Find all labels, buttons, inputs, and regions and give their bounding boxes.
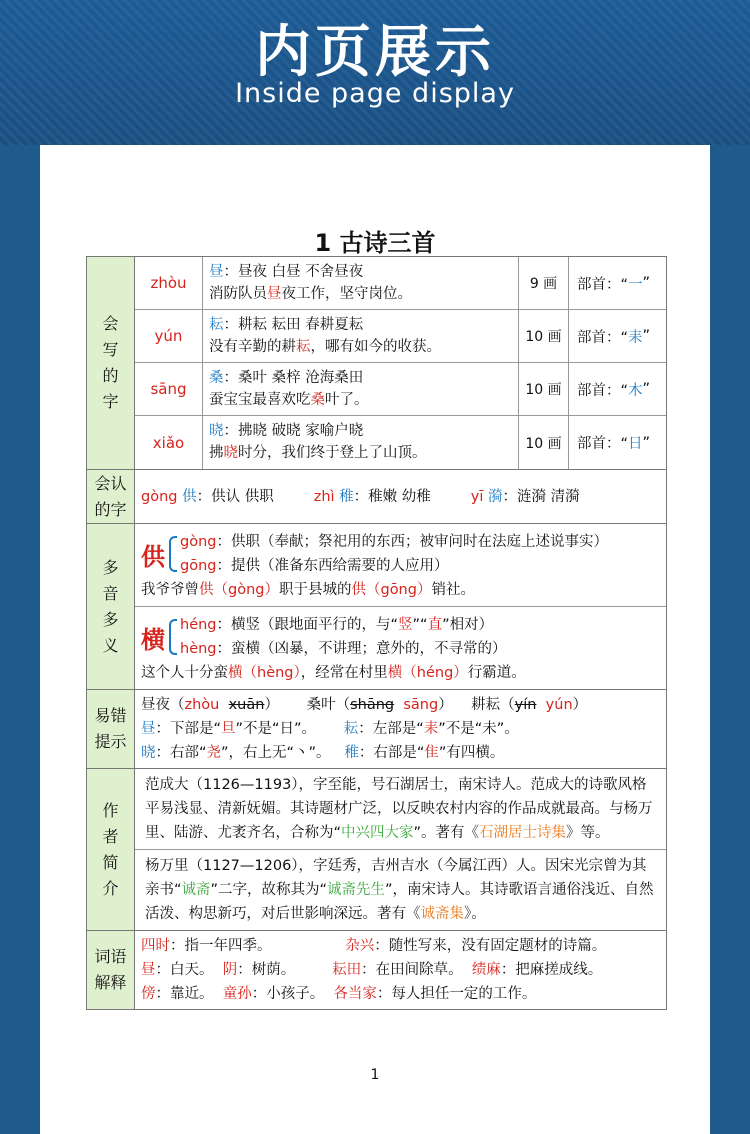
- radical: [569, 363, 666, 415]
- sentence-highlight: 供（gōng）: [351, 582, 432, 598]
- reading-highlight: 直: [427, 617, 443, 633]
- target-char: 耘: [209, 317, 224, 333]
- label-author: [87, 769, 135, 930]
- mistake-line: [135, 693, 666, 717]
- target-char: 桑: [209, 370, 224, 386]
- text-segment: ）: [264, 697, 307, 713]
- stroke-count: 10 画: [519, 310, 569, 362]
- words-body: [135, 931, 666, 1009]
- text-segment: ：把麻搓成线。: [500, 962, 603, 978]
- label-char: 简: [102, 852, 119, 872]
- quote-end: ”: [642, 434, 651, 451]
- label-write: [87, 257, 135, 469]
- text-segment: 石湖居士诗集: [479, 825, 567, 841]
- stroke-count: 10 画: [519, 416, 569, 469]
- poly-readings: [180, 530, 608, 578]
- word-line: [135, 982, 666, 1006]
- label-polyphonic: [87, 524, 135, 689]
- author-body: [135, 769, 666, 930]
- text-segment: ：树荫。: [237, 962, 333, 978]
- text-segment: ：指一年四季。: [170, 938, 346, 954]
- text-segment: 隹: [424, 745, 439, 761]
- sentence-part: 夜工作，坚守岗位。: [281, 286, 412, 302]
- quote-end: ”: [642, 275, 651, 291]
- text-segment: ：靠近。: [155, 986, 223, 1002]
- text-segment: 阴: [222, 962, 238, 978]
- text-segment: 昼: [141, 962, 156, 978]
- poly-head: [135, 530, 666, 578]
- sentence-highlight: 横（hèng）: [228, 665, 301, 681]
- label-char: 会: [102, 314, 119, 333]
- write-row: [135, 257, 666, 310]
- sentence-highlight: 供（gòng）: [199, 582, 279, 598]
- label-char: 写: [102, 340, 119, 359]
- text-segment: yín: [514, 697, 537, 713]
- radical-label: 部首：“: [577, 329, 629, 346]
- text-segment: 尧: [206, 745, 222, 761]
- word-examples: [203, 310, 519, 362]
- poly-entry: [135, 607, 666, 689]
- word-examples: [203, 416, 519, 469]
- pinyin: zhòu: [135, 257, 203, 309]
- text-segment: 诚斋: [181, 882, 211, 898]
- text-segment: yún: [545, 697, 573, 713]
- section-words: [87, 931, 666, 1009]
- header-banner: [0, 0, 750, 145]
- write-row: [135, 363, 666, 416]
- reading-pinyin: gòng: [180, 534, 217, 550]
- poly-readings: [180, 613, 507, 661]
- author-paragraph: [135, 769, 666, 850]
- sentence-part: 行霸道。: [467, 665, 526, 681]
- radical-value: 耒: [628, 329, 643, 346]
- radical-value: 一: [628, 276, 643, 293]
- page-number: 1: [370, 1067, 380, 1083]
- text-segment: [394, 697, 403, 713]
- text-segment: ）: [572, 697, 588, 713]
- section-write-chars: [87, 257, 666, 470]
- colon: ：: [223, 370, 238, 386]
- sentence-part: 消防队员: [209, 286, 267, 302]
- word-line: [135, 958, 666, 982]
- text-segment: ：白天。: [155, 962, 223, 978]
- quote-end: ”: [642, 381, 651, 397]
- brace-icon: [169, 536, 177, 572]
- label-char: 的: [102, 366, 119, 385]
- reading-pinyin: hèng: [180, 641, 217, 657]
- mistake-line: [135, 717, 666, 741]
- text-segment: 耒: [423, 721, 439, 737]
- section-authors: [87, 769, 666, 931]
- radical: [569, 257, 666, 309]
- label-char: 多: [102, 609, 119, 629]
- reading-text: ：供职（奉献；祭祀用的东西；被审问时在法庭上述说事实）: [216, 534, 608, 550]
- target-char: 晓: [209, 423, 224, 439]
- section-recognize-chars: [87, 470, 666, 524]
- text-segment: 诚斋集: [420, 906, 464, 922]
- text-segment: 耘: [343, 721, 359, 737]
- poly-char: 横: [141, 625, 165, 654]
- pinyin: sāng: [135, 363, 203, 415]
- recog-char: 稚: [339, 488, 354, 505]
- text-segment: xuān: [228, 697, 265, 713]
- radical-label: 部首：“: [577, 382, 629, 399]
- stroke-count: 9 画: [519, 257, 569, 309]
- polyphonic-body: [135, 524, 666, 689]
- radical-value: 木: [628, 382, 643, 399]
- pinyin: xiǎo: [135, 416, 203, 469]
- text-segment: shāng: [350, 697, 395, 713]
- reading-pinyin: héng: [180, 617, 217, 633]
- section-mistakes: [87, 690, 666, 769]
- sentence-part: ，经常在村里: [300, 665, 388, 681]
- radical-value: 日: [628, 436, 643, 452]
- text-segment: ） 耕耘（: [438, 697, 515, 713]
- sentence-part: 拂: [209, 445, 224, 461]
- sentence-part: ，哪有如今的收获。: [310, 339, 441, 355]
- sentence-highlight: 耘: [296, 339, 311, 355]
- text-segment: 傍: [141, 986, 156, 1002]
- colon: ：: [223, 264, 238, 280]
- text-segment: ：左部是“: [358, 721, 424, 737]
- text-segment: ”二字，故称其为“: [210, 882, 328, 898]
- sentence-highlight: 横（héng）: [387, 665, 468, 681]
- reading-text: ：提供（准备东西给需要的人应用）: [216, 558, 449, 574]
- radical: [569, 416, 666, 469]
- word-line: [135, 934, 666, 958]
- target-char: 昼: [209, 264, 224, 280]
- radical: [569, 310, 666, 362]
- reading-highlight: 竖: [398, 617, 413, 633]
- pinyin: yún: [135, 310, 203, 362]
- text-segment: 昼夜（: [141, 697, 185, 713]
- recog-words: ：供认 供职: [196, 488, 274, 505]
- label-words: [87, 931, 135, 1009]
- label-char: 作: [102, 800, 119, 820]
- text-segment: 绩麻: [471, 962, 501, 978]
- poly-entry: [135, 524, 666, 607]
- word-examples: [203, 363, 519, 415]
- text-segment: ”，南宋诗人。其诗歌语言通俗浅近、自然活泼、构思新巧，对后世影响深远。著有《: [145, 882, 654, 922]
- text-segment: ”，右上无“丶”。: [221, 745, 345, 761]
- recognize-line: [135, 485, 580, 509]
- text-segment: ：在田间除草。: [361, 962, 472, 978]
- text-segment: ”不是“未”。: [438, 721, 519, 737]
- text-segment: 》等。: [566, 825, 610, 841]
- reading-text: ：蛮横（凶暴，不讲理；意外的，不寻常的）: [216, 641, 507, 657]
- text-segment: 诚斋先生: [327, 882, 386, 898]
- pinyin: zhì: [313, 488, 335, 505]
- sentence-part: 职于县城的: [278, 582, 352, 598]
- text-segment: 各当家: [333, 986, 377, 1002]
- label-char: 者: [102, 826, 119, 846]
- label-char: 字: [102, 392, 119, 411]
- text-segment: 晓: [141, 745, 156, 761]
- poly-head: [135, 613, 666, 661]
- label-line: 提示: [94, 732, 127, 751]
- text-segment: ：右部是“: [358, 745, 425, 761]
- sentence-part: 蚕宝宝最喜欢吃: [209, 392, 311, 408]
- pinyin: gòng: [141, 488, 178, 505]
- label-recognize: [87, 470, 135, 523]
- stroke-count: 10 画: [519, 363, 569, 415]
- text-segment: ：每人担任一定的工作。: [376, 986, 537, 1002]
- text-segment: 中兴四大家: [341, 825, 414, 841]
- text-segment: ”不是“日”。: [235, 721, 344, 737]
- text-segment: 四时: [141, 938, 170, 954]
- sentence-part: 我爷爷曾: [141, 582, 199, 598]
- sentence-highlight: 晓: [223, 445, 238, 461]
- pinyin: yī: [470, 488, 484, 505]
- radical-label: 部首：“: [577, 436, 629, 452]
- write-row: [135, 310, 666, 363]
- text-segment: 童孙: [222, 986, 252, 1002]
- recog-words: ：涟漪 清漪: [502, 488, 580, 505]
- reading-text: ：横竖（跟地面平行的，与“: [216, 617, 399, 633]
- label-mistake: [87, 690, 135, 768]
- sentence-part: 时分，我们终于登上了山顶。: [238, 445, 427, 461]
- text-segment: sāng: [403, 697, 439, 713]
- text-segment: ”。著有《: [413, 825, 480, 841]
- poly-char: 供: [141, 542, 165, 571]
- text-segment: ”有四横。: [438, 745, 505, 761]
- sentence-part: 销社。: [431, 582, 475, 598]
- word-examples: [203, 257, 519, 309]
- text-segment: 耘田: [332, 962, 362, 978]
- mistake-line: [135, 741, 666, 765]
- reading-text: ”“: [412, 617, 428, 633]
- label-char: 音: [102, 583, 119, 603]
- text-segment: ：右部“: [155, 745, 207, 761]
- write-rows: [135, 257, 666, 469]
- write-row: [135, 416, 666, 469]
- word-list: 桑叶 桑梓 沧海桑田: [238, 370, 364, 386]
- lesson-title: 1 古诗三首: [314, 229, 436, 257]
- text-segment: 旦: [221, 721, 236, 737]
- word-list: 昼夜 白昼 不舍昼夜: [238, 264, 364, 280]
- label-char: 义: [102, 635, 119, 655]
- text-segment: ：随性写来，没有固定题材的诗篇。: [374, 938, 607, 954]
- label-line: 词语: [94, 947, 127, 966]
- recognize-body: [135, 470, 666, 523]
- banner-subtitle: Inside page display: [235, 78, 515, 109]
- poly-sentence: [135, 578, 666, 602]
- word-list: 拂晓 破晓 家喻户晓: [238, 423, 364, 439]
- document-page: [40, 145, 710, 1134]
- label-line: 的字: [94, 499, 127, 519]
- label-line: 会认: [94, 473, 127, 493]
- text-segment: 》。: [464, 906, 486, 922]
- author-paragraph: [135, 850, 666, 930]
- section-polyphonic: [87, 524, 666, 690]
- text-segment: [219, 697, 228, 713]
- text-segment: 范成大（1126—1193），字至能，号石湖居士，南宋诗人。范成大的诗歌风格平易浅显、清新妩媚。其诗题材广泛，以反映农村内容的作品成就最高。与杨万里、陆游、尤袤齐名，合称为“: [145, 777, 653, 841]
- colon: ：: [223, 423, 238, 439]
- sentence-part: 这个人十分蛮: [141, 665, 228, 681]
- word-list: 耕耘 耘田 春耕夏耘: [238, 317, 364, 333]
- recog-words: ：稚嫩 幼稚: [353, 488, 431, 505]
- banner-title: 内页展示: [255, 20, 495, 85]
- reading-pinyin: gōng: [180, 558, 217, 574]
- label-line: 解释: [94, 973, 127, 992]
- label-char: 介: [102, 878, 119, 898]
- text-segment: [536, 697, 545, 713]
- sentence-highlight: 昼: [267, 286, 282, 302]
- text-segment: ：下部是“: [155, 721, 222, 737]
- text-segment: 杂兴: [345, 938, 375, 954]
- text-segment: 桑叶（: [306, 697, 351, 713]
- mistake-body: [135, 690, 666, 768]
- recog-char: 漪: [488, 488, 503, 505]
- sentence-part: 没有辛勤的耕: [209, 339, 296, 355]
- reading-text: ”相对）: [442, 617, 494, 633]
- poly-sentence: [135, 661, 666, 685]
- quote-end: ”: [642, 328, 651, 344]
- lesson-table: [86, 256, 667, 1010]
- text-segment: ：小孩子。: [251, 986, 334, 1002]
- text-segment: 杨万里（1127—1206），字廷秀，吉州吉水（今属江西）人。因宋光宗曾为其亲书“: [145, 858, 647, 898]
- label-char: 多: [102, 557, 119, 577]
- recog-char: 供: [182, 488, 197, 505]
- text-segment: zhòu: [184, 697, 220, 713]
- colon: ：: [223, 317, 238, 333]
- text-segment: 昼: [141, 721, 156, 737]
- text-segment: 稚: [344, 745, 359, 761]
- sentence-highlight: 桑: [310, 392, 325, 408]
- brace-icon: [169, 619, 177, 655]
- label-line: 易错: [94, 706, 127, 725]
- sentence-part: 叶了。: [325, 392, 369, 408]
- radical-label: 部首：“: [577, 276, 629, 293]
